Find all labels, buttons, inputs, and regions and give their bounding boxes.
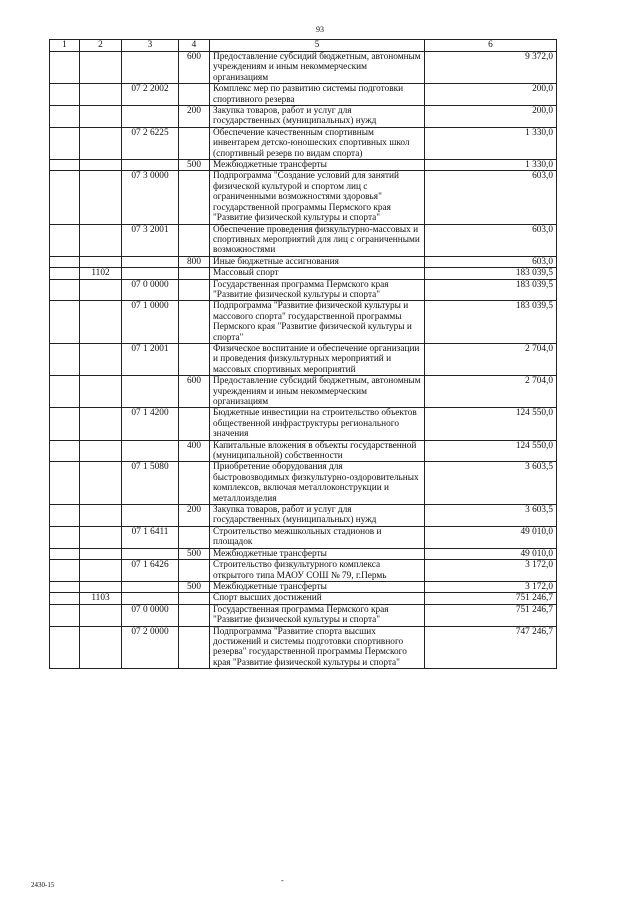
cell-c6: 603,0: [425, 256, 557, 267]
cell-c6: 124 550,0: [425, 408, 557, 440]
table-row: [50, 526, 557, 548]
table-row: [50, 301, 557, 344]
cell-c6: 2 704,0: [425, 376, 557, 408]
cell-c5: Закупка товаров, работ и услуг для государственных (муниципальных) нужд: [210, 505, 425, 527]
cell-c1: [50, 171, 80, 224]
cell-c2: [80, 52, 122, 84]
cell-c2: [80, 224, 122, 256]
cell-c5: Массовый спорт: [210, 268, 425, 279]
cell-c4: [179, 84, 210, 106]
cell-c4: [179, 462, 210, 505]
cell-c4: 600: [179, 376, 210, 408]
cell-c1: [50, 256, 80, 267]
cell-c1: [50, 268, 80, 279]
cell-c1: [50, 343, 80, 375]
cell-c4: 600: [179, 52, 210, 84]
cell-c4: [179, 560, 210, 582]
cell-c6: 3 172,0: [425, 560, 557, 582]
table-row: [50, 581, 557, 592]
footer-code: 2430-15: [31, 881, 55, 889]
cell-c3: 07 0 0000: [122, 604, 179, 626]
cell-c2: [80, 408, 122, 440]
page-number: 93: [316, 25, 324, 34]
cell-c5: Строительство физкультурного комплекса открытого типа МАОУ СОШ № 79, г.Пермь: [210, 560, 425, 582]
cell-c4: 200: [179, 505, 210, 527]
cell-c2: [80, 256, 122, 267]
cell-c2: [80, 279, 122, 301]
cell-c1: [50, 160, 80, 171]
cell-c1: [50, 279, 80, 301]
cell-c3: [122, 440, 179, 462]
cell-c5: Подпрограмма "Создание условий для занятий физической культурой и спортом лиц с ограниченными возможностями здоровья" государственной программы Пермского края "Развитие физической культуры и спорта": [210, 171, 425, 224]
cell-c2: 1102: [80, 268, 122, 279]
cell-c2: [80, 440, 122, 462]
cell-c3: [122, 505, 179, 527]
table-row: [50, 604, 557, 626]
table-row: [50, 160, 557, 171]
cell-c4: 500: [179, 160, 210, 171]
cell-c1: [50, 462, 80, 505]
cell-c3: [122, 581, 179, 592]
cell-c5: Предоставление субсидий бюджетным, автономным учреждениям и иным некоммерческим организациям: [210, 52, 425, 84]
cell-c2: [80, 301, 122, 344]
budget-table: [49, 39, 557, 669]
col-header: 2: [80, 40, 122, 52]
table-row: [50, 593, 557, 604]
cell-c3: 07 2 2002: [122, 84, 179, 106]
cell-c3: 07 1 6426: [122, 560, 179, 582]
cell-c2: [80, 376, 122, 408]
cell-c2: [80, 604, 122, 626]
table-row: [50, 106, 557, 128]
cell-c4: [179, 301, 210, 344]
cell-c3: 07 1 5080: [122, 462, 179, 505]
cell-c5: Физическое воспитание и обеспечение организации и проведения физкультурных мероприятий и массовых спортивных мероприятий: [210, 343, 425, 375]
table-row: [50, 505, 557, 527]
cell-c1: [50, 526, 80, 548]
cell-c5: Подпрограмма "Развитие спорта высших достижений и системы подготовки спортивного резерва" государственной программы Пермского края "Развитие физической культуры и спорта": [210, 626, 425, 669]
cell-c4: [179, 127, 210, 159]
cell-c6: 200,0: [425, 84, 557, 106]
cell-c6: 183 039,5: [425, 268, 557, 279]
cell-c6: 3 603,5: [425, 462, 557, 505]
cell-c3: 07 0 0000: [122, 279, 179, 301]
cell-c6: 183 039,5: [425, 279, 557, 301]
cell-c5: Бюджетные инвестиции на строительство объектов общественной инфраструктуры регионального значения: [210, 408, 425, 440]
cell-c3: 07 1 6411: [122, 526, 179, 548]
cell-c4: 400: [179, 440, 210, 462]
cell-c2: [80, 462, 122, 505]
cell-c1: [50, 106, 80, 128]
table-row: [50, 52, 557, 84]
cell-c1: [50, 440, 80, 462]
col-header: 6: [425, 40, 557, 52]
col-header: 1: [50, 40, 80, 52]
cell-c2: [80, 171, 122, 224]
cell-c5: Комплекс мер по развитию системы подготовки спортивного резерва: [210, 84, 425, 106]
cell-c1: [50, 301, 80, 344]
cell-c6: 3 172,0: [425, 581, 557, 592]
cell-c5: Обеспечение качественным спортивным инвентарем детско-юношеских спортивных школ (спортивный резерв по видам спорта): [210, 127, 425, 159]
cell-c6: 124 550,0: [425, 440, 557, 462]
cell-c1: [50, 127, 80, 159]
cell-c6: 751 246,7: [425, 604, 557, 626]
cell-c2: 1103: [80, 593, 122, 604]
cell-c4: [179, 593, 210, 604]
cell-c3: 07 2 0000: [122, 626, 179, 669]
cell-c5: Спорт высших достижений: [210, 593, 425, 604]
cell-c4: [179, 526, 210, 548]
col-header: 4: [179, 40, 210, 52]
cell-c2: [80, 626, 122, 669]
cell-c6: 49 010,0: [425, 526, 557, 548]
cell-c6: 200,0: [425, 106, 557, 128]
cell-c4: [179, 604, 210, 626]
table-row: [50, 626, 557, 669]
cell-c1: [50, 560, 80, 582]
table-row: [50, 343, 557, 375]
cell-c5: Иные бюджетные ассигнования: [210, 256, 425, 267]
table-row: [50, 440, 557, 462]
cell-c1: [50, 408, 80, 440]
cell-c3: [122, 548, 179, 559]
cell-c2: [80, 505, 122, 527]
cell-c1: [50, 376, 80, 408]
col-header: 5: [210, 40, 425, 52]
cell-c1: [50, 626, 80, 669]
cell-c3: [122, 256, 179, 267]
cell-c1: [50, 52, 80, 84]
cell-c1: [50, 581, 80, 592]
cell-c4: [179, 171, 210, 224]
table-row: [50, 84, 557, 106]
cell-c4: [179, 268, 210, 279]
cell-c3: [122, 376, 179, 408]
cell-c3: [122, 593, 179, 604]
cell-c6: 1 330,0: [425, 160, 557, 171]
cell-c4: 800: [179, 256, 210, 267]
cell-c5: Закупка товаров, работ и услуг для государственных (муниципальных) нужд: [210, 106, 425, 128]
table-row: [50, 224, 557, 256]
cell-c5: Межбюджетные трансферты: [210, 548, 425, 559]
table-row: [50, 127, 557, 159]
cell-c1: [50, 548, 80, 559]
cell-c3: 07 1 4200: [122, 408, 179, 440]
footer-mark: -: [281, 876, 284, 885]
cell-c5: Обеспечение проведения физкультурно-массовых и спортивных мероприятий для лиц с ограниченными возможностями: [210, 224, 425, 256]
cell-c2: [80, 106, 122, 128]
cell-c5: Межбюджетные трансферты: [210, 581, 425, 592]
cell-c1: [50, 84, 80, 106]
table-row: [50, 279, 557, 301]
cell-c3: [122, 106, 179, 128]
cell-c3: 07 2 6225: [122, 127, 179, 159]
cell-c4: 500: [179, 548, 210, 559]
cell-c5: Государственная программа Пермского края "Развитие физической культуры и спорта": [210, 279, 425, 301]
cell-c6: 603,0: [425, 224, 557, 256]
cell-c3: 07 1 2001: [122, 343, 179, 375]
cell-c2: [80, 526, 122, 548]
cell-c5: Приобретение оборудования для быстровозводимых физкультурно-оздоровительных комплексов, включая металлоконструкции и металлоизделия: [210, 462, 425, 505]
cell-c4: [179, 279, 210, 301]
cell-c3: [122, 160, 179, 171]
cell-c6: 747 246,7: [425, 626, 557, 669]
header-row: [50, 40, 557, 52]
table-row: [50, 462, 557, 505]
cell-c2: [80, 560, 122, 582]
table-row: [50, 268, 557, 279]
cell-c6: 603,0: [425, 171, 557, 224]
cell-c3: 07 1 0000: [122, 301, 179, 344]
cell-c5: Предоставление субсидий бюджетным, автономным учреждениям и иным некоммерческим организациям: [210, 376, 425, 408]
cell-c1: [50, 604, 80, 626]
cell-c6: 1 330,0: [425, 127, 557, 159]
cell-c4: [179, 224, 210, 256]
cell-c2: [80, 160, 122, 171]
cell-c6: 183 039,5: [425, 301, 557, 344]
table-row: [50, 171, 557, 224]
table-row: [50, 376, 557, 408]
cell-c6: 751 246,7: [425, 593, 557, 604]
table-row: [50, 560, 557, 582]
cell-c6: 49 010,0: [425, 548, 557, 559]
cell-c4: [179, 408, 210, 440]
cell-c6: 3 603,5: [425, 505, 557, 527]
cell-c6: 9 372,0: [425, 52, 557, 84]
cell-c5: Капитальные вложения в объекты государственной (муниципальной) собственности: [210, 440, 425, 462]
cell-c4: 200: [179, 106, 210, 128]
cell-c1: [50, 505, 80, 527]
cell-c2: [80, 581, 122, 592]
cell-c2: [80, 548, 122, 559]
table-row: [50, 548, 557, 559]
cell-c4: [179, 626, 210, 669]
cell-c1: [50, 224, 80, 256]
cell-c5: Государственная программа Пермского края "Развитие физической культуры и спорта": [210, 604, 425, 626]
table-row: [50, 408, 557, 440]
cell-c4: 500: [179, 581, 210, 592]
cell-c4: [179, 343, 210, 375]
table-row: [50, 256, 557, 267]
cell-c2: [80, 127, 122, 159]
cell-c6: 2 704,0: [425, 343, 557, 375]
cell-c3: 07 3 2001: [122, 224, 179, 256]
col-header: 3: [122, 40, 179, 52]
cell-c5: Межбюджетные трансферты: [210, 160, 425, 171]
cell-c3: [122, 52, 179, 84]
cell-c2: [80, 343, 122, 375]
cell-c3: [122, 268, 179, 279]
cell-c1: [50, 593, 80, 604]
cell-c3: 07 3 0000: [122, 171, 179, 224]
cell-c5: Подпрограмма "Развитие физической культуры и массового спорта" государственной программы Пермского края "Развитие физической культуры и спорта": [210, 301, 425, 344]
cell-c2: [80, 84, 122, 106]
cell-c5: Строительство межшкольных стадионов и площадок: [210, 526, 425, 548]
